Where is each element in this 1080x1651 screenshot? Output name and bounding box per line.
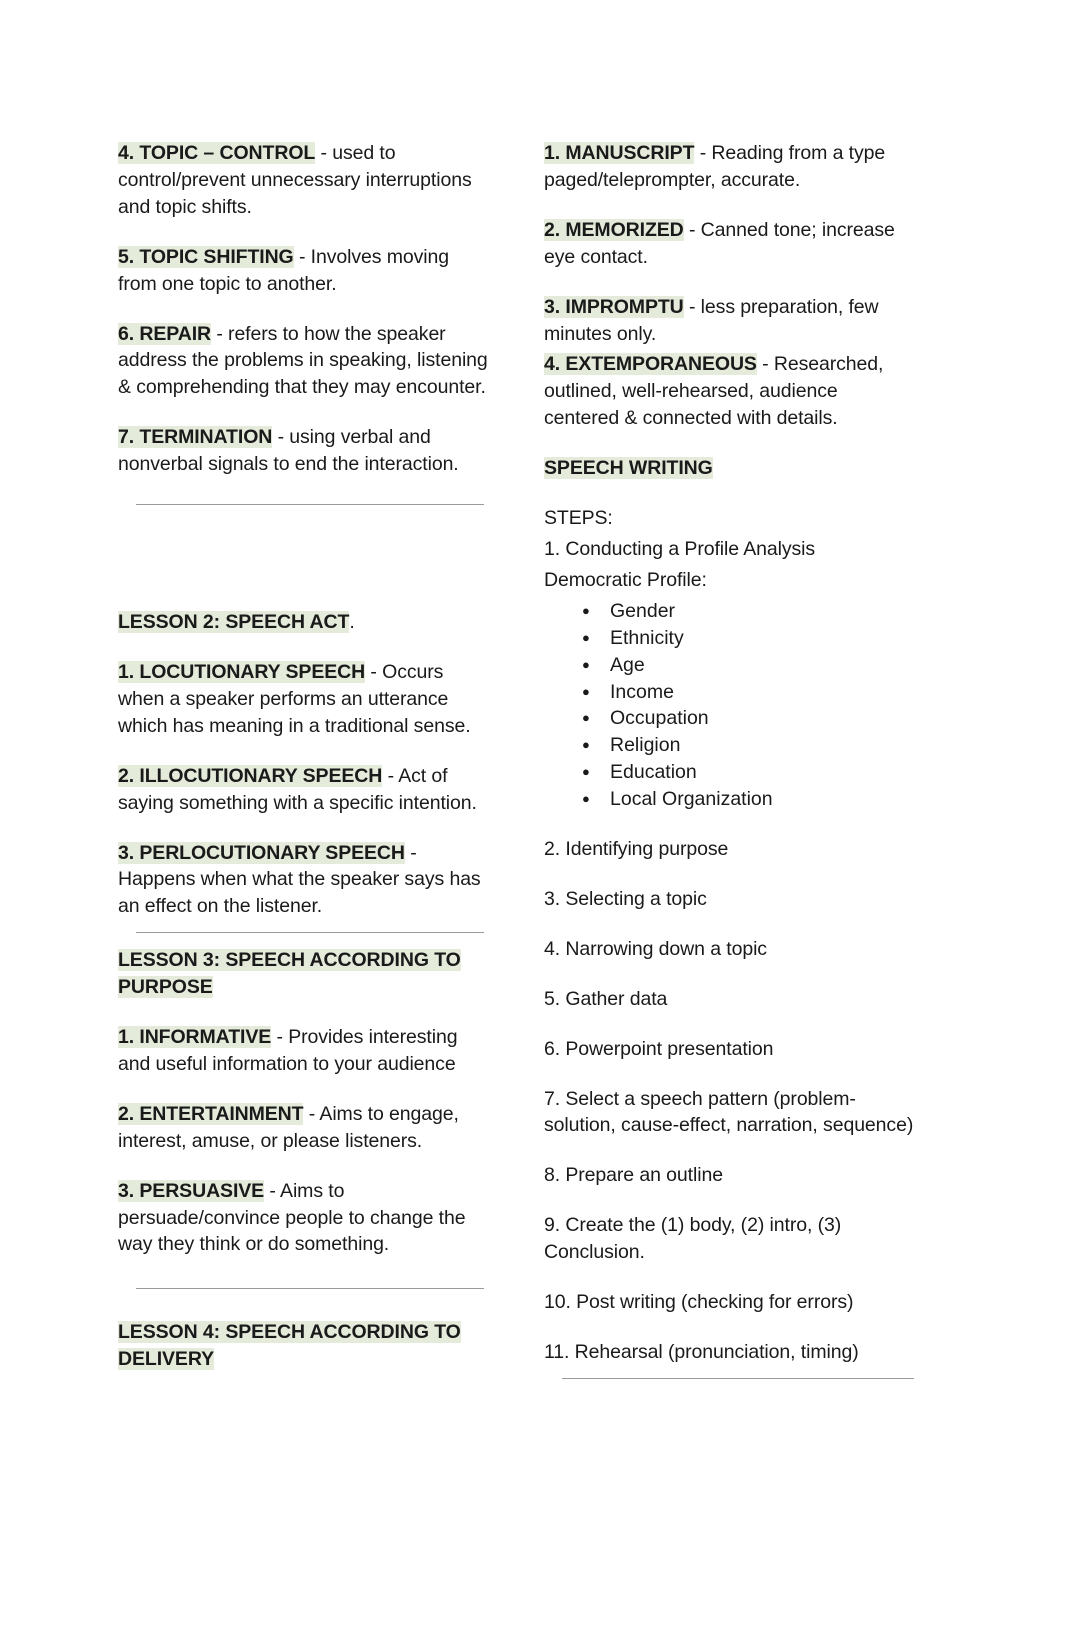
entry-persuasive: [118, 1178, 488, 1259]
definition-repair: - refers to how the speaker address the problems in speaking, listening & comprehending that they may encounter.: [118, 322, 488, 399]
profile-items-list: [544, 598, 916, 813]
term-termination: 7. TERMINATION: [118, 426, 273, 449]
step-8: 8. Prepare an outline: [544, 1164, 723, 1187]
definition-manuscript: - Reading from a type paged/teleprompter, accurate.: [544, 142, 886, 191]
profile-label: Democratic Profile:: [544, 568, 707, 591]
entry-topic-control: [118, 140, 488, 221]
entry-entertainment: [118, 1101, 488, 1155]
list-item: ● Age: [608, 652, 916, 679]
steps-label: STEPS:: [544, 507, 613, 530]
step-4: 4. Narrowing down a topic: [544, 937, 767, 960]
entry-memorized: [544, 217, 916, 271]
left-column: [118, 140, 488, 1373]
entry-informative: [118, 1024, 488, 1078]
step-2: 2. Identifying purpose: [544, 838, 729, 861]
list-item: ● Local Organization: [608, 786, 916, 813]
heading-lesson-3-text: LESSON 3: SPEECH ACCORDING TO PURPOSE: [118, 949, 461, 999]
term-locutionary: 1. LOCUTIONARY SPEECH: [118, 660, 366, 683]
heading-speech-writing-text: SPEECH WRITING: [544, 457, 713, 480]
entry-perlocutionary: [118, 840, 488, 921]
term-informative: 1. INFORMATIVE: [118, 1026, 272, 1049]
term-topic-control: 4. TOPIC – CONTROL: [118, 142, 316, 164]
list-item: ● Income: [608, 679, 916, 706]
definition-illocutionary: - Act of saying something with a specific intention.: [118, 764, 477, 814]
step-7: 7. Select a speech pattern (problem-solution, cause-effect, narration, sequence): [544, 1087, 914, 1137]
term-repair: 6. REPAIR: [118, 322, 212, 345]
step-3: 3. Selecting a topic: [544, 887, 707, 910]
heading-lesson-2-suffix: .: [349, 611, 355, 634]
definition-topic-shifting: - Involves moving from one topic to another.: [118, 245, 449, 295]
definition-topic-control: - used to control/prevent unnecessary interruptions and topic shifts.: [118, 142, 472, 218]
step-6: 6. Powerpoint presentation: [544, 1037, 774, 1060]
definition-extemporaneous: - Researched, outlined, well-rehearsed, audience centered & connected with details.: [544, 353, 884, 430]
definition-termination: - using verbal and nonverbal signals to end the interaction.: [118, 426, 459, 476]
entry-repair: [118, 321, 488, 402]
step-1: 1. Conducting a Profile Analysis: [544, 537, 816, 560]
list-item: ● Gender: [608, 598, 916, 625]
entry-topic-shifting: [118, 244, 488, 298]
term-perlocutionary: 3. PERLOCUTIONARY SPEECH: [118, 841, 405, 864]
list-item: ● Occupation: [608, 705, 916, 732]
definition-perlocutionary: - Happens when what the speaker says has an effect on the listener.: [118, 841, 481, 918]
list-item: ● Religion: [608, 732, 916, 759]
heading-lesson-3: [118, 947, 488, 1001]
entry-manuscript: [544, 140, 916, 194]
entry-locutionary: [118, 659, 488, 740]
definition-memorized: - Canned tone; increase eye contact.: [544, 218, 895, 268]
step-11: 11. Rehearsal (pronunciation, timing): [544, 1341, 859, 1363]
term-illocutionary: 2. ILLOCUTIONARY SPEECH: [118, 764, 383, 787]
entry-termination: [118, 424, 488, 478]
definition-impromptu: - less preparation, few minutes only.: [544, 295, 879, 345]
term-entertainment: 2. ENTERTAINMENT: [118, 1102, 304, 1125]
section-divider-1: [136, 504, 484, 505]
step-9: 9. Create the (1) body, (2) intro, (3) Conclusion.: [544, 1214, 842, 1264]
entry-impromptu: [544, 294, 916, 348]
section-divider-2: [136, 932, 484, 933]
term-persuasive: 3. PERSUASIVE: [118, 1179, 265, 1202]
term-impromptu: 3. IMPROMPTU: [544, 295, 684, 318]
heading-speech-writing: [544, 455, 916, 482]
section-divider-3: [136, 1288, 484, 1289]
list-item: ● Ethnicity: [608, 625, 916, 652]
definition-entertainment: - Aims to engage, interest, amuse, or please listeners.: [118, 1102, 459, 1152]
heading-lesson-4-text: LESSON 4: SPEECH ACCORDING TO DELIVERY: [118, 1321, 461, 1371]
entry-extemporaneous: [544, 351, 916, 432]
term-topic-shifting: 5. TOPIC SHIFTING: [118, 245, 294, 268]
right-column: [544, 140, 916, 1393]
definition-locutionary: - Occurs when a speaker performs an utterance which has meaning in a traditional sense.: [118, 660, 471, 737]
term-manuscript: 1. MANUSCRIPT: [544, 142, 695, 164]
term-memorized: 2. MEMORIZED: [544, 218, 684, 241]
term-extemporaneous: 4. EXTEMPORANEOUS: [544, 353, 757, 376]
definition-informative: - Provides interesting and useful information to your audience: [118, 1026, 458, 1075]
vertical-spacer: [118, 531, 488, 609]
heading-lesson-4: [118, 1319, 488, 1373]
step-10: 10. Post writing (checking for errors): [544, 1291, 854, 1314]
heading-lesson-2: [118, 609, 488, 636]
heading-lesson-2-text: LESSON 2: SPEECH ACT: [118, 611, 350, 634]
entry-illocutionary: [118, 763, 488, 817]
step-5: 5. Gather data: [544, 987, 668, 1010]
two-column-layout: [118, 140, 980, 1393]
section-divider-4: [562, 1378, 914, 1379]
list-item: ● Education: [608, 759, 916, 786]
definition-persuasive: - Aims to persuade/convince people to change the way they think or do something.: [118, 1179, 466, 1256]
